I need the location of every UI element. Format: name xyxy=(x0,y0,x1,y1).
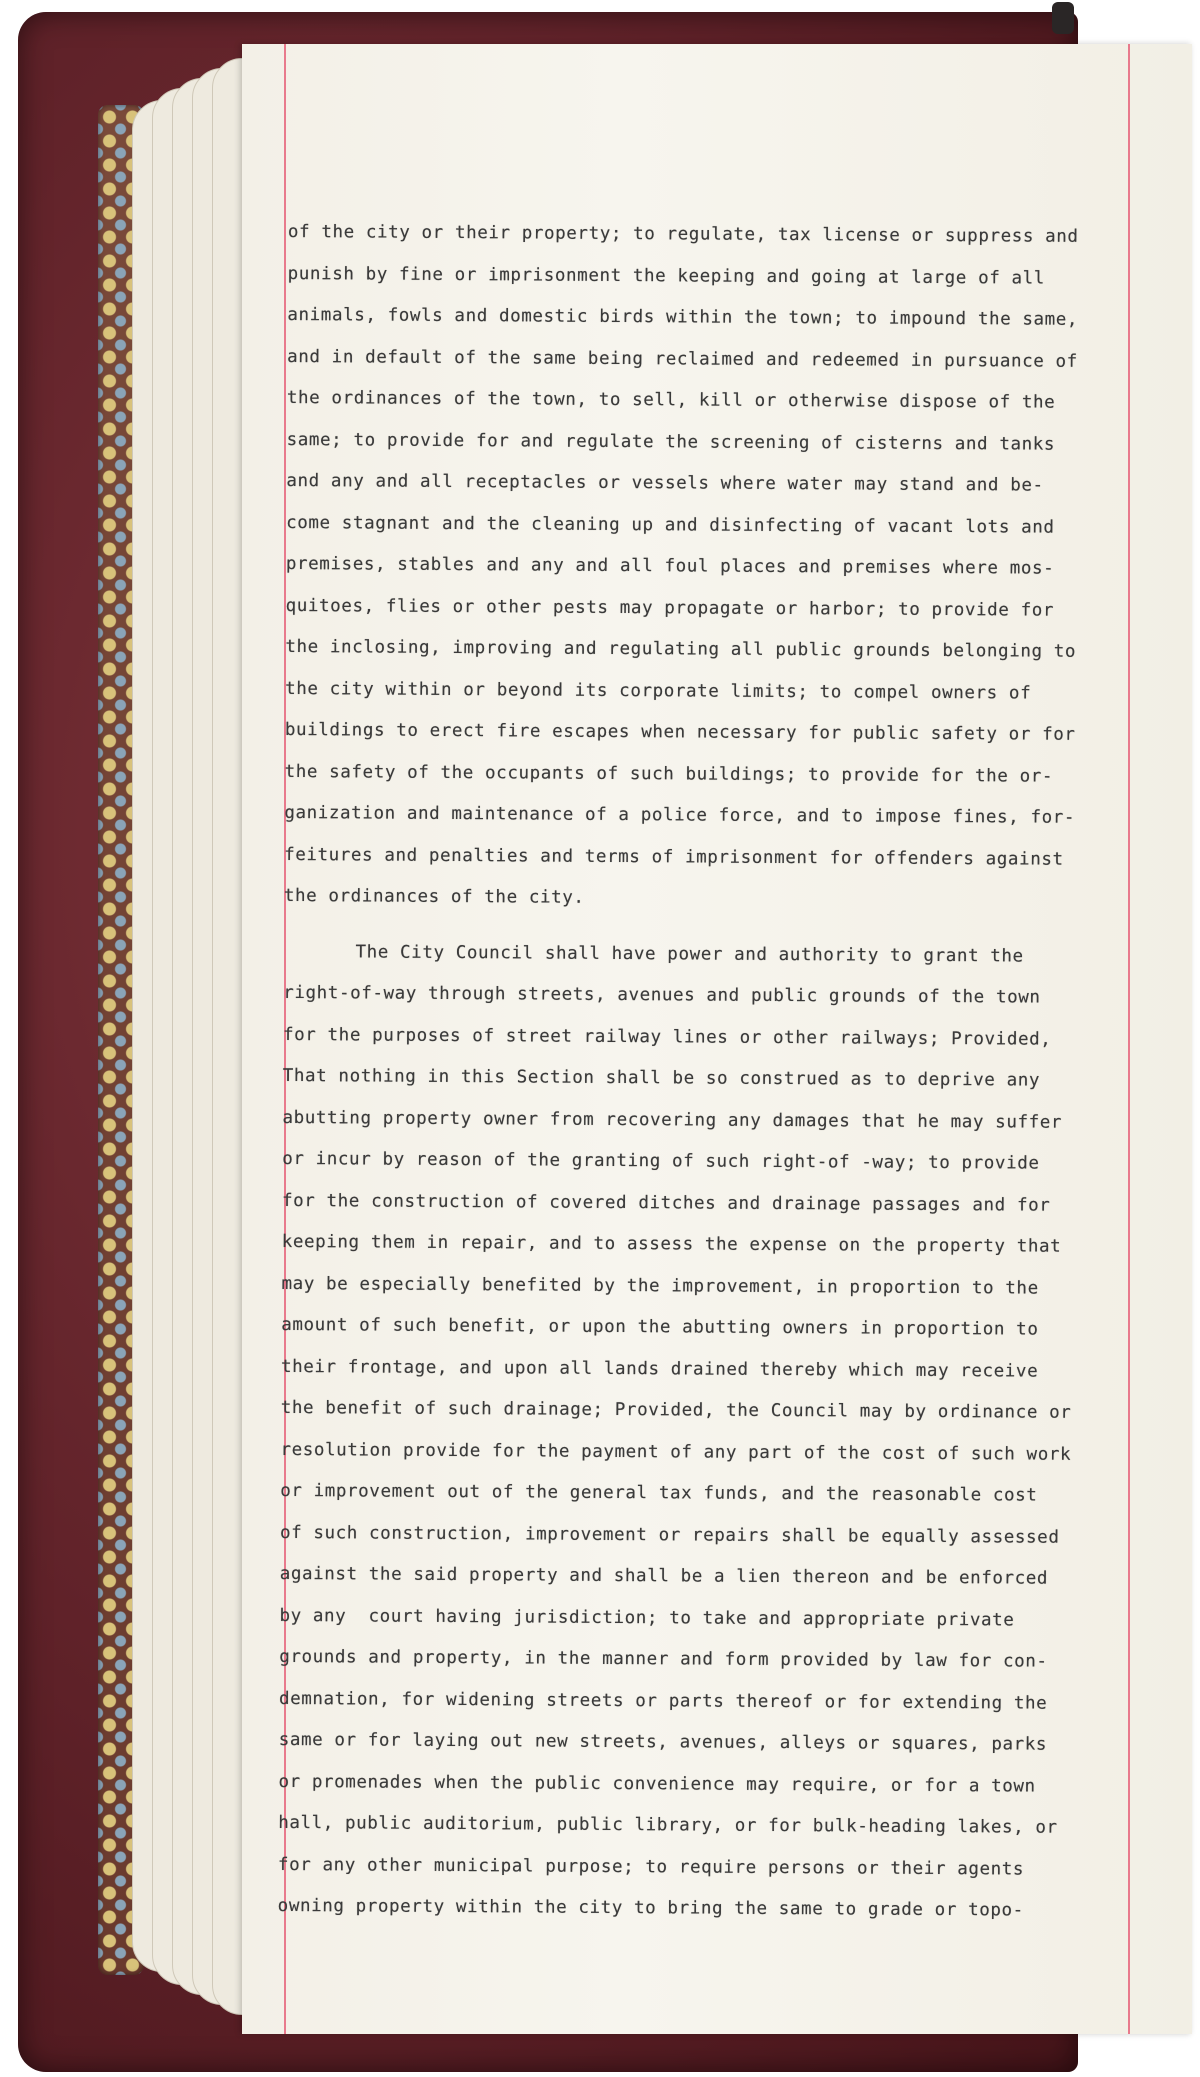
text-line: the ordinances of the town, to sell, kill or otherwise dispose of the xyxy=(286,387,1056,413)
right-margin-line xyxy=(1128,44,1130,2034)
text-line: the benefit of such drainage; Provided, the Council may by ordinance or xyxy=(280,1397,1072,1423)
text-line: quitoes, flies or other pests may propagate or harbor; to provide for xyxy=(285,595,1055,621)
text-line: keeping them in repair, and to assess the expense on the property that xyxy=(281,1231,1062,1257)
text-line: The City Council shall have power and authority to grant the xyxy=(355,941,1024,967)
paragraph-city-council xyxy=(278,941,1114,1942)
text-line: same; to provide for and regulate the screening of cisterns and tanks xyxy=(286,429,1056,455)
text-line: resolution provide for the payment of any part of the cost of such work xyxy=(280,1439,1072,1465)
text-line: feitures and penalties and terms of imprisonment for offenders against xyxy=(284,844,1064,870)
text-line: for the purposes of street railway lines or other railways; Provided, xyxy=(282,1024,1052,1050)
text-line: by any court having jurisdiction; to take and appropriate private xyxy=(279,1605,1015,1630)
text-line: for the construction of covered ditches and drainage passages and for xyxy=(281,1190,1051,1216)
text-line: and any and all receptacles or vessels where water may stand and be- xyxy=(286,470,1044,496)
text-line: animals, fowls and domestic birds within the town; to impound the same, xyxy=(287,304,1079,330)
text-line: or improvement out of the general tax funds, and the reasonable cost xyxy=(280,1480,1038,1506)
text-line: the ordinances of the city. xyxy=(283,885,585,908)
text-line: right-of-way through streets, avenues and public grounds of the town xyxy=(283,982,1041,1008)
text-line: demnation, for widening streets or parts thereof or for extending the xyxy=(278,1688,1048,1714)
text-line: hall, public auditorium, public library, or for bulk-heading lakes, or xyxy=(278,1812,1058,1838)
text-line: their frontage, and upon all lands drained thereby which may receive xyxy=(280,1356,1039,1382)
text-line: the safety of the occupants of such buildings; to provide for the or- xyxy=(284,761,1054,787)
text-line: of such construction, improvement or repairs shall be equally assessed xyxy=(279,1522,1060,1548)
text-line: grounds and property, in the manner and form provided by law for con- xyxy=(279,1646,1048,1672)
paragraph-ordinances xyxy=(284,222,1118,933)
typed-text-body xyxy=(277,222,1118,1987)
text-line: come stagnant and the cleaning up and disinfecting of vacant lots and xyxy=(286,512,1055,538)
text-line: or promenades when the public convenience may require, or for a town xyxy=(278,1771,1036,1797)
text-line: premises, stables and any and all foul places and premises where mos- xyxy=(285,553,1055,579)
text-line: or incur by reason of the granting of such right-of -way; to provide xyxy=(282,1148,1040,1174)
text-line: abutting property owner from recovering any damages that he may suffer xyxy=(282,1107,1063,1133)
text-line: punish by fine or imprisonment the keeping and going at large of all xyxy=(287,263,1045,289)
text-line: the city within or beyond its corporate limits; to compel owners of xyxy=(285,678,1032,704)
text-line: same or for laying out new streets, avenues, alleys or squares, parks xyxy=(278,1729,1048,1755)
text-line: owning property within the city to bring the same to grade or topo- xyxy=(277,1895,1024,1921)
text-line: ganization and maintenance of a police force, and to impose fines, for- xyxy=(284,802,1076,828)
text-line: That nothing in this Section shall be so construed as to deprive any xyxy=(282,1065,1041,1091)
text-line: and in default of the same being reclaimed and redeemed in pursuance of xyxy=(287,346,1078,372)
text-line: may be especially benefited by the improvement, in proportion to the xyxy=(281,1273,1039,1299)
text-line: buildings to erect fire escapes when necessary for public safety or for xyxy=(284,719,1076,745)
text-line: for any other municipal purpose; to require persons or their agents xyxy=(277,1854,1025,1880)
text-line: the inclosing, improving and regulating all public grounds belonging to xyxy=(285,636,1077,662)
book-clasp xyxy=(1052,2,1074,34)
text-line: of the city or their property; to regulate, tax license or suppress and xyxy=(287,222,1079,247)
text-line: amount of such benefit, or upon the abutting owners in proportion to xyxy=(281,1314,1039,1340)
text-line: against the said property and shall be a lien thereon and be enforced xyxy=(279,1563,1049,1589)
